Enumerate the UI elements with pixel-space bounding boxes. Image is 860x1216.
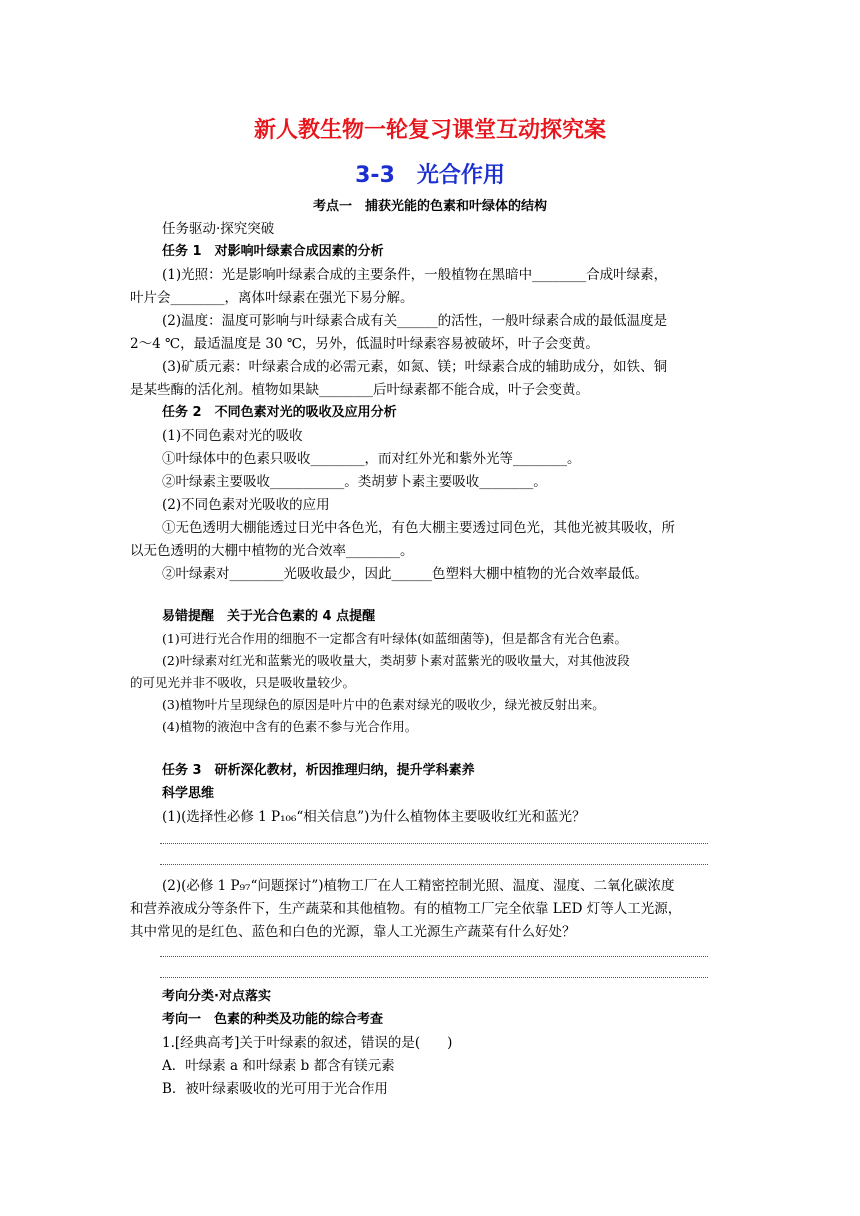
task2-p4: (2)不同色素对光吸收的应用 xyxy=(162,497,330,513)
warning-l4: (4)植物的液泡中含有的色素不参与光合作用。 xyxy=(162,719,418,734)
task3-q2c: 其中常见的是红色、蓝色和白色的光源，靠人工光源生产蔬菜有什么好处？ xyxy=(130,924,576,940)
task1-p1b: 叶片会________，离体叶绿素在强光下易分解。 xyxy=(130,290,414,306)
answer-line xyxy=(160,977,708,978)
warning-l2a: (2)叶绿素对红光和蓝紫光的吸收量大，类胡萝卜素对蓝紫光的吸收量大，对其他波段 xyxy=(162,653,630,668)
warning-l3: (3)植物叶片呈现绿色的原因是叶片中的色素对绿光的吸收少，绿光被反射出来。 xyxy=(162,697,605,712)
task1-p2a: (2)温度：温度可影响与叶绿素合成有关______的活性，一般叶绿素合成的最低温度是 xyxy=(162,313,668,329)
answer-line xyxy=(160,956,708,957)
answer-line xyxy=(160,864,708,865)
direction-heading: 考向分类·对点落实 xyxy=(162,989,271,1004)
task1-p3b: 是某些酶的活化剂。植物如果缺________后叶绿素都不能合成，叶子会变黄。 xyxy=(130,382,589,398)
document-title: 新人教生物一轮复习课堂互动探究案 xyxy=(253,118,606,143)
answer-line xyxy=(160,843,708,844)
task2-p6: ②叶绿素对________光吸收最少，因此______色塑料大棚中植物的光合效率最低。 xyxy=(162,566,648,582)
task1-p1a: (1)光照：光是影响叶绿素合成的主要条件，一般植物在黑暗中________合成叶绿素， xyxy=(162,267,668,283)
warning-heading: 易错提醒 关于光合色素的 4 点提醒 xyxy=(162,609,376,624)
option-b: B．被叶绿素吸收的光可用于光合作用 xyxy=(162,1081,388,1097)
question-stem: 1.[经典高考]关于叶绿素的叙述，错误的是( ) xyxy=(162,1035,453,1051)
science-thinking-label: 科学思维 xyxy=(162,786,215,801)
document-subtitle: 3-3 光合作用 xyxy=(355,163,505,188)
task-drive-label: 任务驱动·探究突破 xyxy=(162,221,275,237)
option-a: A．叶绿素 a 和叶绿素 b 都含有镁元素 xyxy=(162,1058,395,1074)
task2-p3: ②叶绿素主要吸收___________。类胡萝卜素主要吸收________。 xyxy=(162,474,547,490)
warning-l2b: 的可见光并非不吸收，只是吸收量较少。 xyxy=(130,675,356,690)
task1-p2b: 2～4 ℃，最适温度是 30 ℃，另外，低温时叶绿素容易被破坏，叶子会变黄。 xyxy=(130,336,599,352)
task2-p5a: ①无色透明大棚能透过日光中各色光，有色大棚主要透过同色光，其他光被其吸收，所 xyxy=(162,520,675,536)
task3-q2a: (2)(必修 1 P₉₇“问题探讨”)植物工厂在人工精密控制光照、温度、湿度、二氧化碳浓度 xyxy=(162,878,675,894)
section-heading: 考点一 捕获光能的色素和叶绿体的结构 xyxy=(312,199,547,214)
task2-p5b: 以无色透明的大棚中植物的光合效率________。 xyxy=(130,543,414,559)
task1-heading: 任务 1 对影响叶绿素合成因素的分析 xyxy=(162,244,384,259)
task2-p2: ①叶绿体中的色素只吸收________，而对红外光和紫外光等________。 xyxy=(162,451,581,467)
task3-q1: (1)(选择性必修 1 P₁₀₆“相关信息”)为什么植物体主要吸收红光和蓝光？ xyxy=(162,809,586,825)
task2-heading: 任务 2 不同色素对光的吸收及应用分析 xyxy=(162,405,397,420)
task3-heading: 任务 3 研析深化教材，析因推理归纳，提升学科素养 xyxy=(162,763,475,778)
task1-p3a: (3)矿质元素：叶绿素合成的必需元素，如氮、镁；叶绿素合成的辅助成分，如铁、铜 xyxy=(162,359,668,375)
task2-p1: (1)不同色素对光的吸收 xyxy=(162,428,303,444)
warning-l1: (1)可进行光合作用的细胞不一定都含有叶绿体(如蓝细菌等)，但是都含有光合色素。 xyxy=(162,631,627,646)
direction-subheading: 考向一 色素的种类及功能的综合考查 xyxy=(162,1012,384,1027)
task3-q2b: 和营养液成分等条件下，生产蔬菜和其他植物。有的植物工厂完全依靠 LED 灯等人工光源， xyxy=(130,901,682,917)
